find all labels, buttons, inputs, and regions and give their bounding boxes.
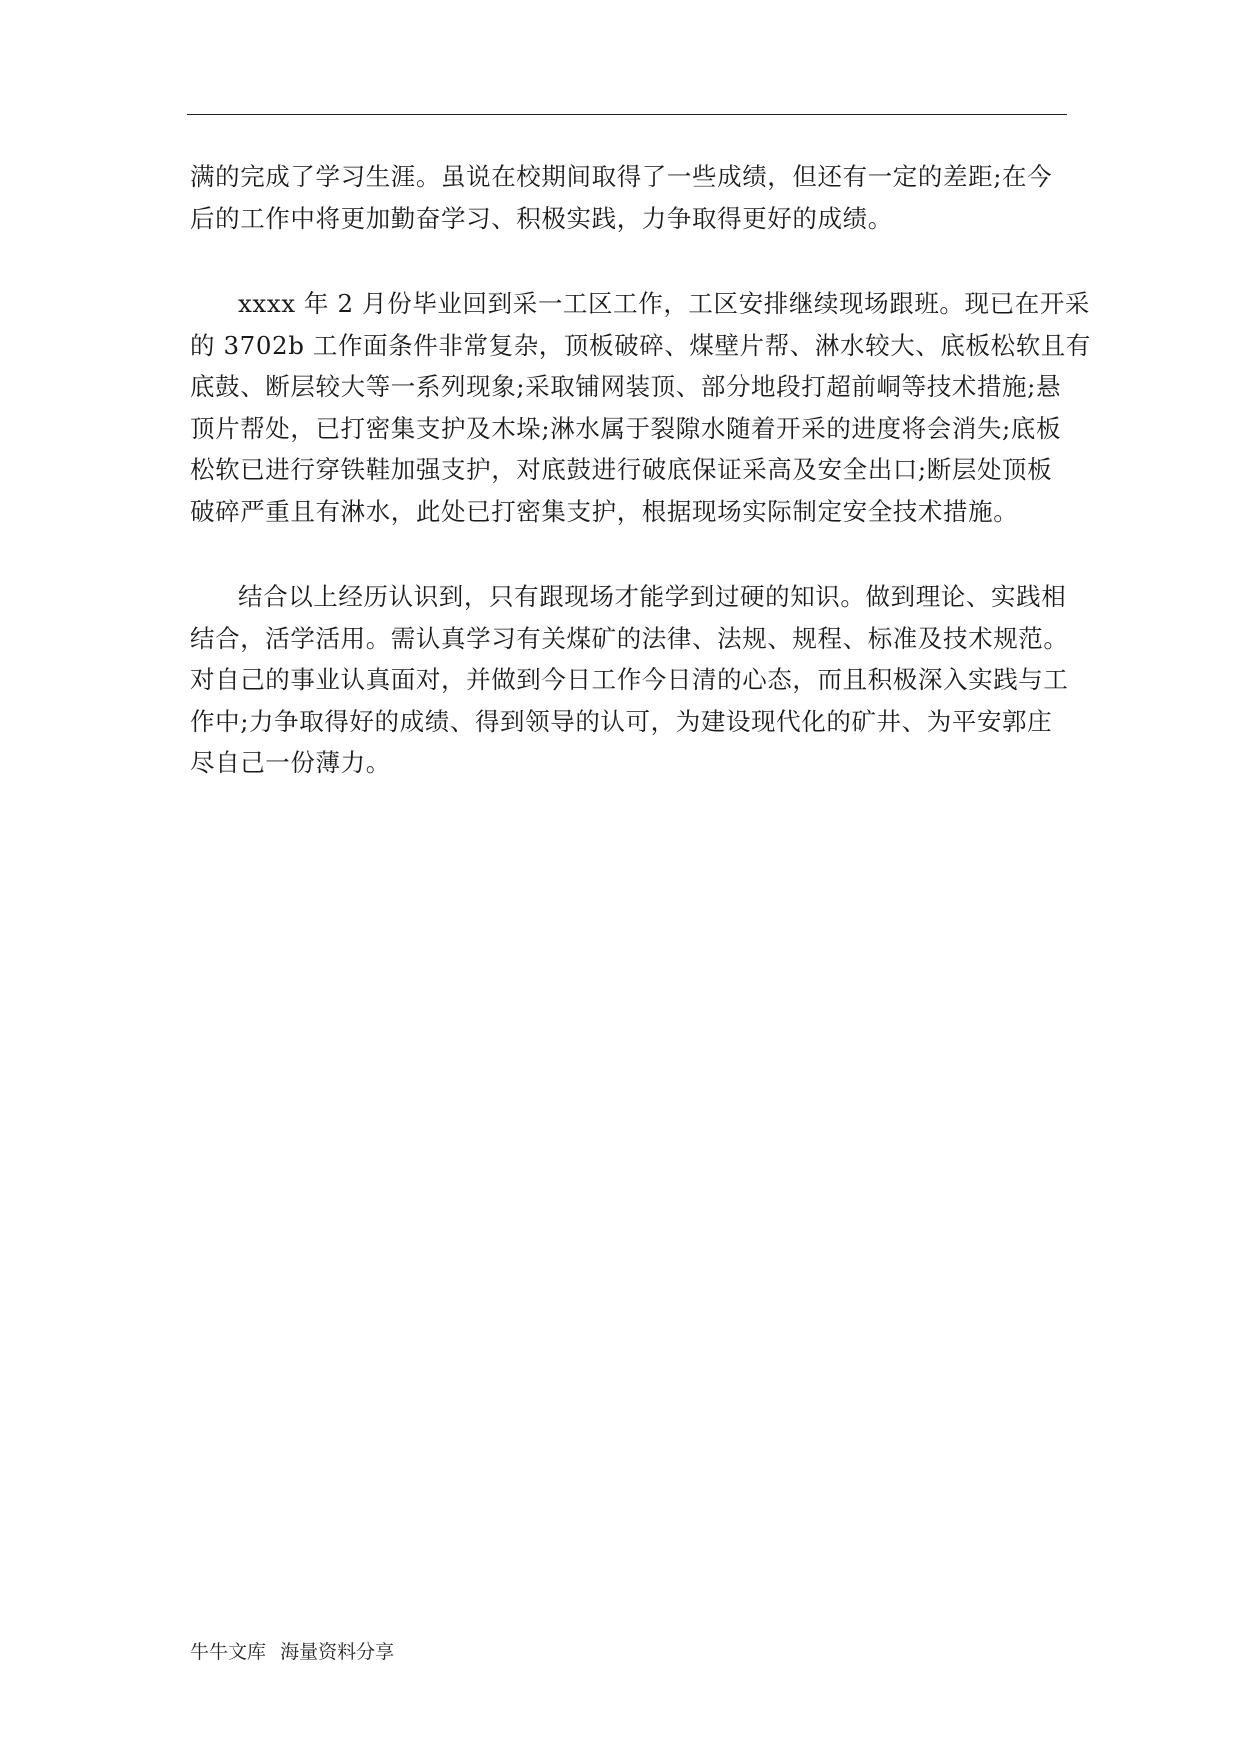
text-line: 尽自己一份薄力。 (190, 748, 391, 777)
footer-slogan: 海量资料分享 (280, 1641, 395, 1663)
document-body (190, 156, 1092, 784)
text-line: 顶片帮处，已打密集支护及木垛;淋水属于裂隙水随着开采的进度将会消失;底板 (190, 413, 1062, 443)
footer-site-name: 牛牛文库 (190, 1641, 267, 1663)
text-line: 结合，活学活用。需认真学习有关煤矿的法律、法规、规程、标准及技术规范。 (190, 623, 1069, 653)
text-line: 底鼓、断层较大等一系列现象;采取铺网装顶、部分地段打超前峒等技术措施;悬 (190, 372, 1062, 401)
text-line: xxxx 年 2 月份毕业回到采一工区工作，工区安排继续现场跟班。现已在开采 (238, 289, 1091, 318)
text-line: 破碎严重且有淋水，此处已打密集支护，根据现场实际制定安全技术措施。 (190, 496, 1019, 526)
text-line: 后的工作中将更加勤奋学习、积极实践，力争取得更好的成绩。 (190, 203, 893, 233)
paragraph-1 (190, 156, 1070, 239)
text-line: 作中;力争取得好的成绩、得到领导的认可，为建设现代化的矿井、为平安郭庄 (190, 706, 1053, 736)
paragraph-3 (190, 576, 1070, 784)
text-line: 满的完成了学习生涯。虽说在校期间取得了一些成绩，但还有一定的差距;在今 (190, 162, 1053, 191)
text-line: 的 3702b 工作面条件非常复杂，顶板破碎、煤壁片帮、淋水较大、底板松软且有 (190, 330, 1092, 360)
text-line: 对自己的事业认真面对，并做到今日工作今日清的心态，而且积极深入实践与工 (190, 665, 1069, 694)
text-line: 松软已进行穿铁鞋加强支护，对底鼓进行破底保证采高及安全出口;断层处顶板 (190, 455, 1053, 484)
text-line: 结合以上经历认识到，只有跟现场才能学到过硬的知识。做到理论、实践相 (238, 582, 1067, 611)
page-footer (190, 1640, 394, 1664)
paragraph-2 (190, 283, 1092, 532)
header-rule (187, 114, 1067, 115)
